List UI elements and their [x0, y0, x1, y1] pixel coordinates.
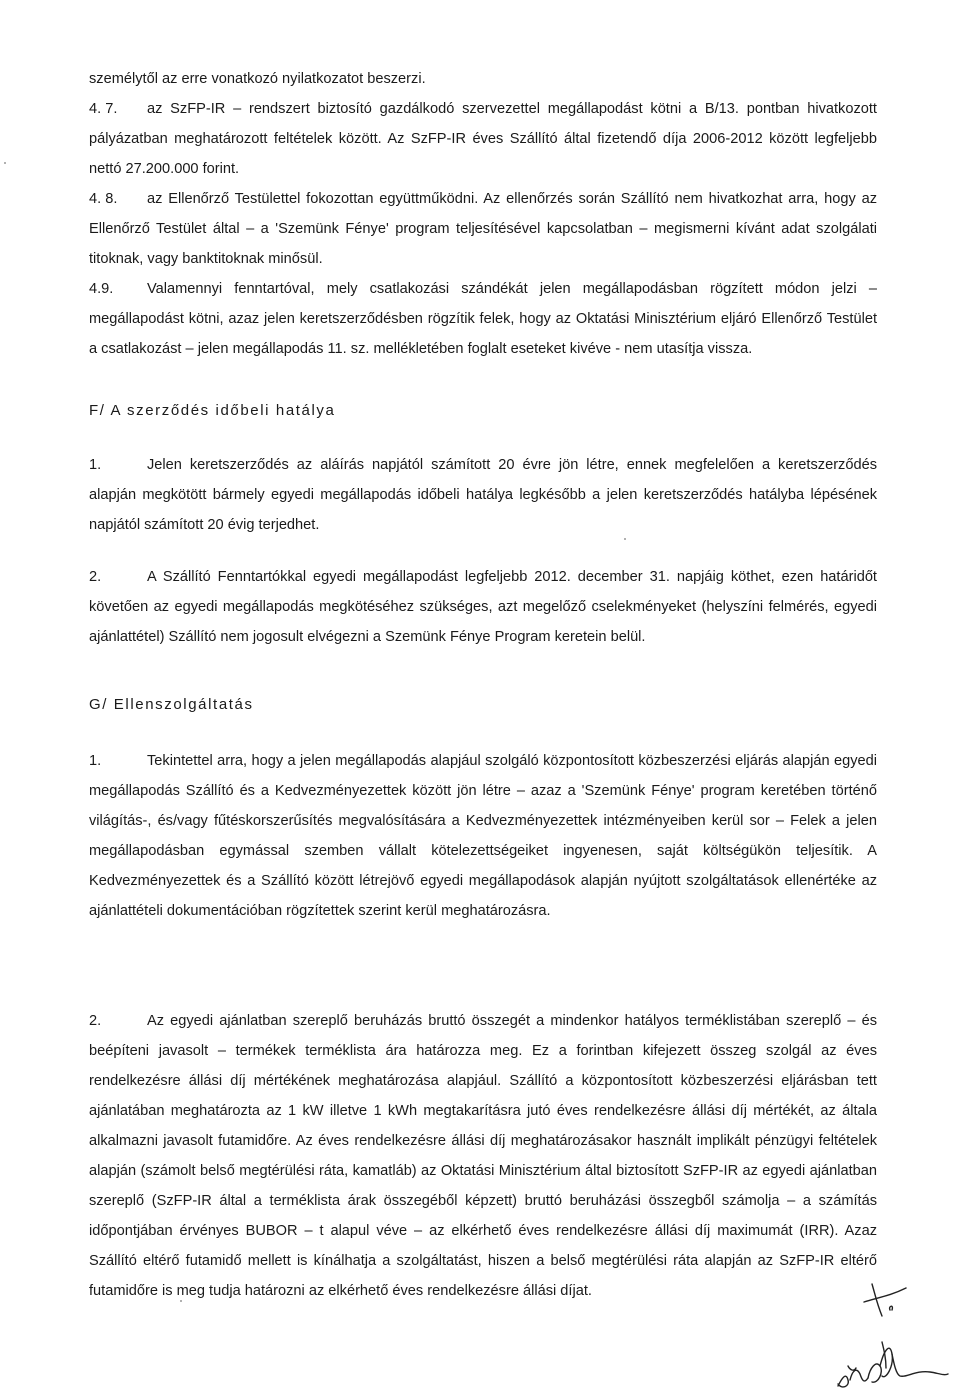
clause-text: Az egyedi ajánlatban szereplő beruházás bruttó összegét a mindenkor hatályos terméklistában szereplő – és beépíteni javasolt – termékek terméklista ára határozza meg. Ez a forintban kifejezett összeg szolgál az éves rendelkezésre állási díj mértékének meghatározása alapjául. Szállító a központosított közbeszerzési eljárásban tett ajánlatában meghatározta az 1 kW illetve 1 kWh megtakarításra jutó éves rendelkezésre állási díj mértékét, az általa alkalmazni javasolt futamidőre. Az éves rendelkezésre állási díj meghatározásakor használt implikált pénzügyi feltételek alapján (számolt belső megtérülési ráta, kamatláb) az Oktatási Minisztérium által biztosított SzFP-IR az egyedi ajánlatban szereplő (SzFP-IR által a terméklista árak összegéből képzett) bruttó beruházási összegből számolja – a számítás időpontjában érvényes BUBOR – t alapul véve – az elkérhető éves rendelkezésre állási díj maximumát (IRR). Azaz Szállító eltérő futamidő mellett is kínálhatja a szolgáltatást, hiszen a belső megtérülési ráta alapján az SzFP-IR eltérő futamidőre is meg tudja határozni az elkérhető éves rendelkezésre állási díjat. [89, 1013, 877, 1299]
section-g-heading: G/ Ellenszolgáltatás [89, 696, 254, 713]
clause-text: Valamennyi fenntartóval, mely csatlakozási szándékát jelen megállapodásban rögzített módon jelzi – megállapodást kötni, azaz jelen keretszerződésben rögzítik felek, hogy az Oktatási Minisztérium eljáró Ellenőrző Testület a csatlakozást – jelen megállapodás 11. sz. mellékletében foglalt eseteket kivéve - nem utasítja vissza. [89, 281, 877, 357]
intro-line [89, 64, 877, 94]
clause-4-7 [89, 94, 877, 184]
section-f-clause-1 [89, 450, 877, 540]
section-g-clause-1 [89, 746, 877, 926]
clause-text: Jelen keretszerződés az aláírás napjától számított 20 évre jön létre, ennek megfelelően a keretszerződés alapján megkötött bármely egyedi megállapodás időbeli hatálya legkésőbb a jelen keretszerződés hatályba lépésének napjától számított 20 évig terjedhet. [89, 457, 877, 533]
clause-text: Tekintettel arra, hogy a jelen megállapodás alapjául szolgáló központosított közbeszerzési eljárás alapján egyedi megállapodás Szállító és a Kedvezményezettek között jön létre – azaz a 'Szemünk Fénye' program keretében történő világítás-, és/vagy fűtéskorszerűsítés megvalósítására a Kedvezményezettek intézményeiben kerül sor – Felek a jelen megállapodásban egymással szemben vállalt kötelezettségeiket ingyenesen, saját költségükön teljesítik. A Kedvezményezettek és a Szállító között létrejövő egyedi megállapodások alapján nyújtott szolgáltatások ellenértéke az ajánlattételi dokumentációban rögzítettek szerint kerül meghatározásra. [89, 753, 877, 919]
scan-speck [624, 538, 626, 540]
clause-number: 2. [89, 1013, 102, 1029]
clause-number: 1. [89, 457, 102, 473]
clause-number: 4. 8. [89, 191, 118, 207]
clause-number: 4. 7. [89, 101, 118, 117]
scan-speck [4, 162, 6, 164]
clause-number: 2. [89, 569, 102, 585]
intro-text: személytől az erre vonatkozó nyilatkozatot beszerzi. [89, 71, 426, 87]
clause-number: 1. [89, 753, 102, 769]
scan-speck [180, 1300, 182, 1302]
clause-text: az Ellenőrző Testülettel fokozottan együttműködni. Az ellenőrzés során Szállító nem hivatkozhat arra, hogy az Ellenőrző Testület által – a 'Szemünk Fénye' program teljesítésével kapcsolatban – megismerni kívánt adat szolgálati titoknak, vagy banktitoknak minősül. [89, 191, 877, 267]
section-f-clause-2 [89, 562, 877, 652]
section-g-clause-2 [89, 1006, 877, 1306]
clause-4-8 [89, 184, 877, 274]
clause-text: A Szállító Fenntartókkal egyedi megállapodást legfeljebb 2012. december 31. napjáig köthet, ezen határidőt követően az egyedi megállapodás megkötéséhez szükséges, azt megelőző cselekményeket (helyszíni felmérés, egyedi ajánlattétel) Szállító nem jogosult elvégezni a Szemünk Fénye Program keretein belül. [89, 569, 877, 645]
clause-number: 4.9. [89, 281, 114, 297]
section-f-heading: F/ A szerződés időbeli hatálya [89, 402, 336, 419]
handwritten-signature-icon [820, 1280, 950, 1395]
clause-text: az SzFP-IR – rendszert biztosító gazdálkodó szervezettel megállapodást kötni a B/13. pontban hivatkozott pályázatban meghatározott feltételek között. Az SzFP-IR éves Szállító által fizetendő díja 2006-2012 között legfeljebb nettó 27.200.000 forint. [89, 101, 877, 177]
clause-4-9 [89, 274, 877, 364]
